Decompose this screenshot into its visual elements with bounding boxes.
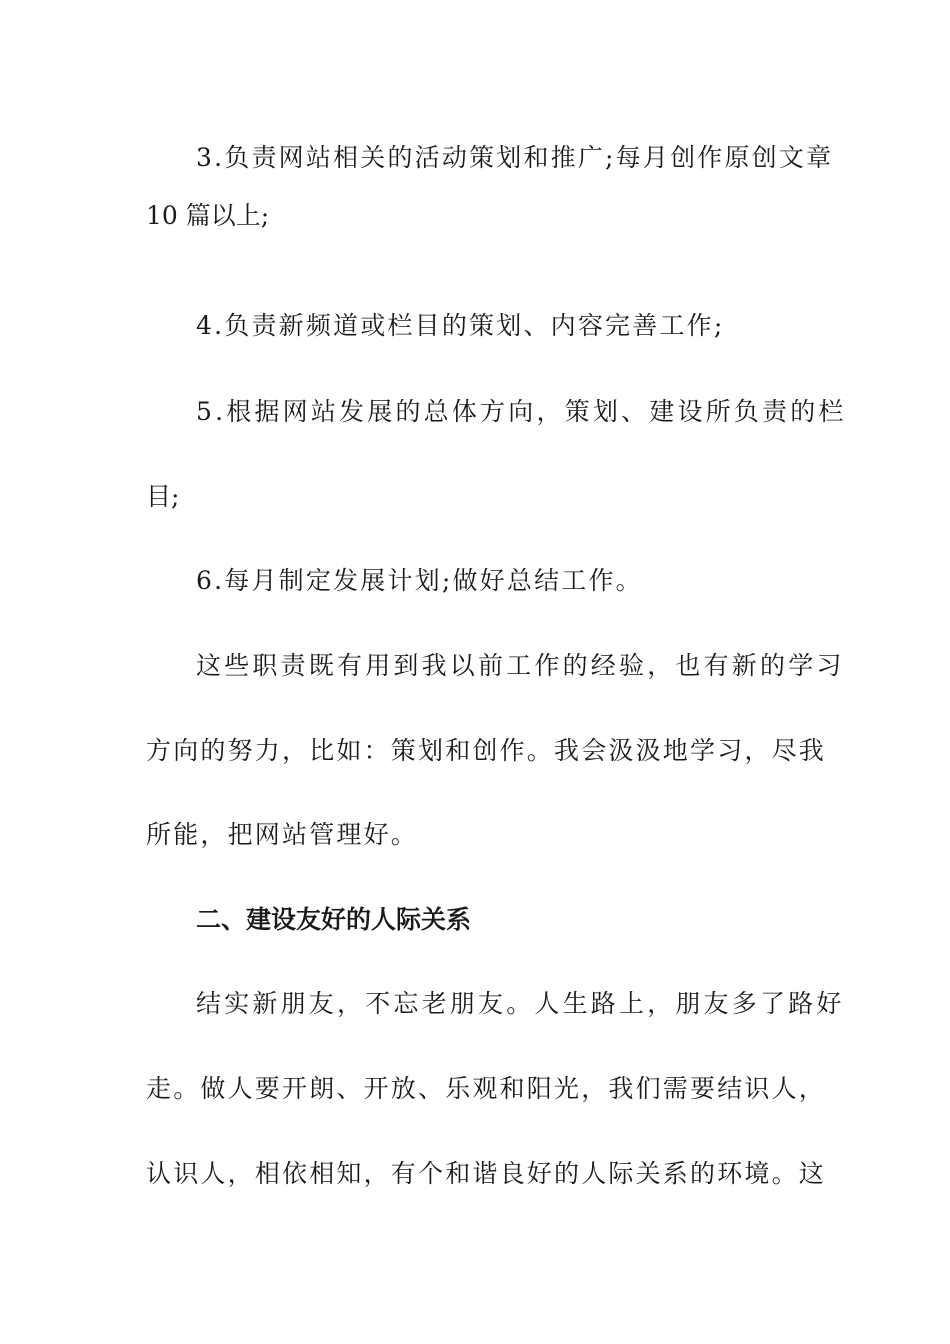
paragraph-line: 所能，把网站管理好。 [146,820,419,849]
paragraph-line: 目; [146,482,180,511]
paragraph-line: 6.每月制定发展计划;做好总结工作。 [196,566,643,595]
paragraph-line: 认识人，相依相知，有个和谐良好的人际关系的环境。这 [146,1159,827,1188]
paragraph-line: 走。做人要开朗、开放、乐观和阳光，我们需要结识人， [146,1074,827,1103]
paragraph-line: 10 篇以上; [146,201,270,230]
section-heading: 二、建设友好的人际关系 [196,905,472,934]
paragraph-line: 4.负责新频道或栏目的策划、内容完善工作; [196,311,725,340]
paragraph-line: 结实新朋友，不忘老朋友。人生路上，朋友多了路好 [196,989,845,1018]
paragraph-line: 方向的努力，比如：策划和创作。我会汲汲地学习，尽我 [146,736,827,765]
paragraph-line: 3.负责网站相关的活动策划和推广;每月创作原创文章 [196,143,834,172]
paragraph-line: 5.根据网站发展的总体方向，策划、建设所负责的栏 [196,397,847,426]
paragraph-line: 这些职责既有用到我以前工作的经验，也有新的学习 [196,651,845,680]
